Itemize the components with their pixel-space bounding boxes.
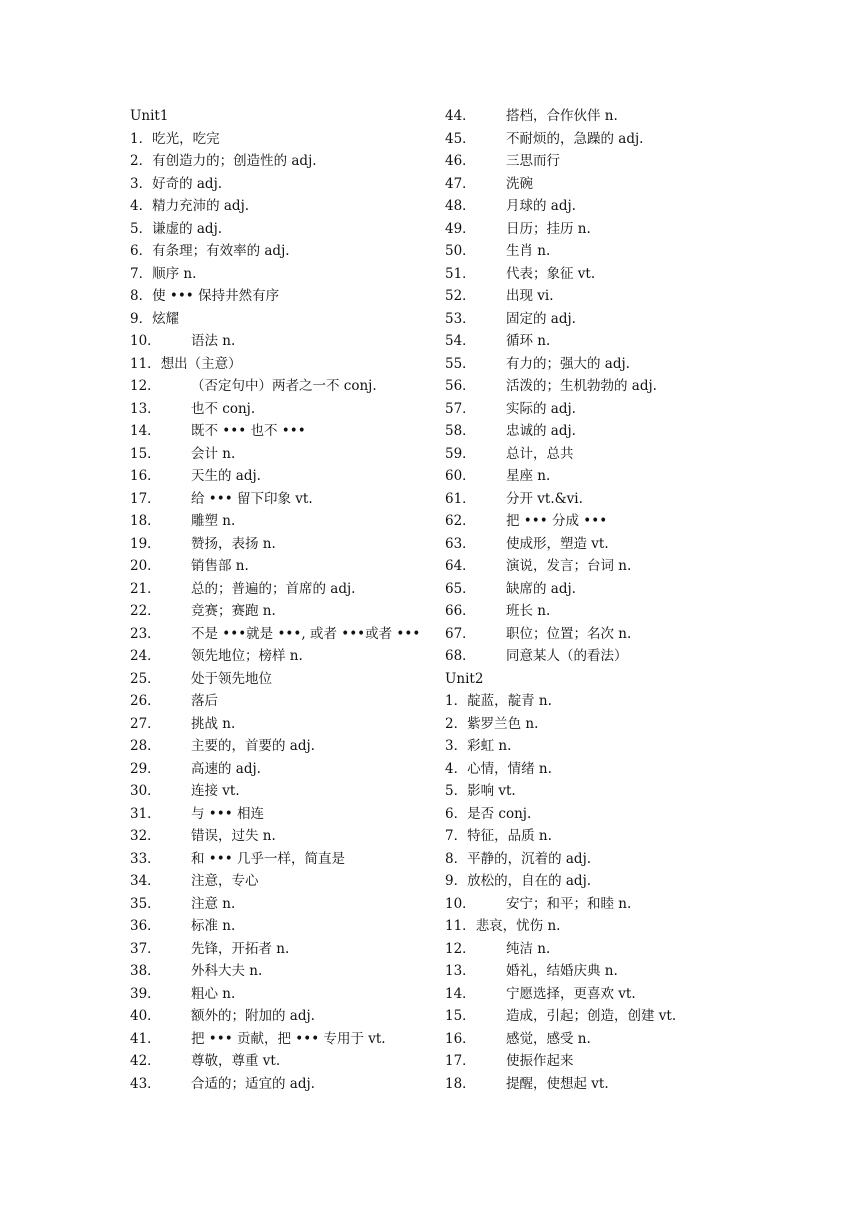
entry-text: 日历；挂历 n. <box>506 220 591 237</box>
entry-number: 9． <box>445 873 468 889</box>
entry-text: 三思而行 <box>506 153 560 169</box>
entry-text: 外科大夫 n. <box>191 963 263 979</box>
vocab-entry <box>445 263 845 286</box>
entry-number: 13． <box>130 400 161 417</box>
entry-number: 15． <box>130 445 161 462</box>
entry-text: 与 ••• 相连 <box>191 805 264 822</box>
vocab-entry <box>445 623 845 646</box>
vocab-entry <box>445 735 845 758</box>
entry-text: 精力充沛的 adj. <box>152 198 250 214</box>
entry-text: 合适的；适宜的 adj. <box>191 1075 315 1092</box>
entry-number: 51． <box>445 265 476 282</box>
entry-number: 3． <box>445 738 468 754</box>
entry-number: 40． <box>130 1008 161 1024</box>
entry-text: 注意 n. <box>191 895 236 912</box>
entry-number: 64． <box>445 558 476 574</box>
entry-number: 21． <box>130 580 161 597</box>
entry-number: 44． <box>445 108 476 124</box>
vocab-entry <box>445 398 845 421</box>
vocab-entry <box>445 173 845 196</box>
entry-text: 感觉，感受 n. <box>506 1030 591 1047</box>
entry-text: 紫罗兰色 n. <box>467 715 539 732</box>
entry-text: 吃光，吃完 <box>152 130 220 147</box>
vocab-entry <box>445 105 845 128</box>
entry-number: 43． <box>130 1075 161 1092</box>
unit-title: Unit1 <box>130 108 169 124</box>
entry-number: 12． <box>445 940 476 957</box>
entry-number: 53． <box>445 310 476 327</box>
vocab-entry <box>445 758 845 781</box>
entry-text: 主要的，首要的 adj. <box>191 738 315 754</box>
entry-text: 心情，情绪 n. <box>467 760 552 777</box>
entry-text: 好奇的 adj. <box>152 175 223 192</box>
entry-number: 22． <box>130 603 161 619</box>
entry-number: 20． <box>130 558 161 574</box>
entry-text: 挑战 n. <box>191 715 236 732</box>
vocab-entry <box>445 1073 845 1096</box>
entry-number: 1． <box>445 693 468 709</box>
vocab-entry <box>445 465 845 488</box>
right-column <box>445 105 845 1095</box>
entry-number: 30． <box>130 783 161 799</box>
entry-text: 有力的；强大的 adj. <box>506 355 630 372</box>
entry-number: 41． <box>130 1030 161 1047</box>
entry-text: 注意，专心 <box>191 873 259 889</box>
entry-text: 纯洁 n. <box>506 940 551 957</box>
entry-number: 39． <box>130 985 161 1002</box>
entry-text: 总计，总共 <box>506 445 574 462</box>
entry-number: 11． <box>130 355 161 372</box>
entry-text: 总的；普遍的；首席的 adj. <box>191 580 356 597</box>
entry-number: 61． <box>445 490 476 507</box>
entry-text: （否定句中）两者之一不 conj. <box>191 378 377 394</box>
entry-text: 标准 n. <box>191 918 236 934</box>
entry-text: 天生的 adj. <box>191 468 261 484</box>
entry-number: 18． <box>130 513 161 529</box>
entry-number: 45． <box>445 130 476 147</box>
entry-number: 24． <box>130 648 161 664</box>
entry-text: 活泼的；生机勃勃的 adj. <box>506 378 657 394</box>
entry-text: 婚礼，结婚庆典 n. <box>506 963 618 979</box>
entry-number: 32． <box>130 828 161 844</box>
entry-text: 使 ••• 保持井然有序 <box>152 288 280 304</box>
entry-text: 有条理；有效率的 adj. <box>152 243 290 259</box>
entry-text: 月球的 adj. <box>506 198 576 214</box>
entry-text: 尊敬，尊重 vt. <box>191 1053 281 1069</box>
vocab-entry <box>445 330 845 353</box>
vocab-entry <box>445 128 845 151</box>
entry-number: 16． <box>445 1030 476 1047</box>
entry-text: 会计 n. <box>191 445 236 462</box>
entry-number: 37． <box>130 940 161 957</box>
entry-number: 38． <box>130 963 161 979</box>
entry-number: 23． <box>130 625 161 642</box>
vocab-entry <box>445 218 845 241</box>
entry-number: 5． <box>445 783 468 799</box>
entry-number: 10． <box>130 333 161 349</box>
vocab-entry <box>445 983 845 1006</box>
vocab-entry <box>445 375 845 398</box>
entry-text: 使振作起来 <box>506 1053 574 1069</box>
vocab-entry <box>445 195 845 218</box>
entry-text: 有创造力的；创造性的 adj. <box>152 153 317 169</box>
entry-number: 49． <box>445 220 476 237</box>
entry-text: 出现 vi. <box>506 288 554 304</box>
entry-text: 固定的 adj. <box>506 310 576 327</box>
entry-text: 连接 vt. <box>191 783 240 799</box>
entry-number: 54． <box>445 333 476 349</box>
entry-text: 班长 n. <box>506 603 551 619</box>
entry-number: 31． <box>130 805 161 822</box>
entry-text: 循环 n. <box>506 333 551 349</box>
entry-text: 缺席的 adj. <box>506 580 576 597</box>
vocab-entry <box>445 645 845 668</box>
entry-text: 落后 <box>191 693 218 709</box>
entry-number: 58． <box>445 423 476 439</box>
entry-text: 搭档，合作伙伴 n. <box>506 108 618 124</box>
vocab-entry <box>445 893 845 916</box>
vocab-entry <box>445 1028 845 1051</box>
vocab-entry <box>445 578 845 601</box>
entry-number: 14． <box>130 423 161 439</box>
vocab-entry <box>445 915 845 938</box>
entry-number: 7． <box>130 265 153 282</box>
vocab-entry <box>445 308 845 331</box>
entry-number: 62． <box>445 513 476 529</box>
entry-number: 27． <box>130 715 161 732</box>
entry-number: 17． <box>130 490 161 507</box>
entry-number: 5． <box>130 220 153 237</box>
vocab-entry <box>445 510 845 533</box>
entry-number: 19． <box>130 535 161 552</box>
entry-text: 提醒，使想起 vt. <box>506 1075 609 1092</box>
entry-text: 实际的 adj. <box>506 400 576 417</box>
vocab-entry <box>445 240 845 263</box>
vocab-entry <box>445 825 845 848</box>
entry-number: 18． <box>445 1075 476 1092</box>
entry-number: 28． <box>130 738 161 754</box>
entry-number: 66． <box>445 603 476 619</box>
entry-number: 55． <box>445 355 476 372</box>
entry-text: 代表；象征 vt. <box>506 265 596 282</box>
entry-text: 炫耀 <box>152 310 180 327</box>
unit-title: Unit2 <box>445 670 484 687</box>
entry-text: 分开 vt.&vi. <box>506 490 583 507</box>
vocab-entry <box>445 870 845 893</box>
entry-number: 7． <box>445 828 468 844</box>
entry-text: 给 ••• 留下印象 vt. <box>191 490 313 507</box>
entry-text: 是否 conj. <box>467 805 532 822</box>
entry-number: 26． <box>130 693 161 709</box>
vocab-entry <box>445 285 845 308</box>
entry-number: 65． <box>445 580 476 597</box>
entry-text: 平静的，沉着的 adj. <box>467 850 592 867</box>
entry-text: 生肖 n. <box>506 243 551 259</box>
entry-text: 同意某人（的看法） <box>506 648 628 664</box>
entry-number: 6． <box>445 805 468 822</box>
entry-text: 处于领先地位 <box>191 670 272 687</box>
entry-number: 2． <box>445 715 468 732</box>
entry-number: 47． <box>445 175 476 192</box>
entry-text: 靛蓝，靛青 n. <box>467 693 552 709</box>
entry-number: 60． <box>445 468 476 484</box>
entry-number: 15． <box>445 1008 476 1024</box>
entry-number: 46． <box>445 153 476 169</box>
vocab-entry <box>445 533 845 556</box>
entry-text: 彩虹 n. <box>467 738 512 754</box>
entry-number: 1． <box>130 130 153 147</box>
entry-number: 33． <box>130 850 161 867</box>
vocab-entry <box>445 443 845 466</box>
entry-number: 8． <box>130 288 153 304</box>
entry-number: 34． <box>130 873 161 889</box>
entry-number: 12． <box>130 378 161 394</box>
entry-text: 特征，品质 n. <box>467 828 552 844</box>
unit-heading <box>445 668 845 691</box>
entry-text: 销售部 n. <box>191 558 249 574</box>
entry-number: 4． <box>130 198 153 214</box>
entry-text: 星座 n. <box>506 468 551 484</box>
entry-number: 9． <box>130 310 153 327</box>
entry-text: 领先地位；榜样 n. <box>191 648 303 664</box>
entry-number: 42． <box>130 1053 161 1069</box>
vocab-entry <box>445 690 845 713</box>
vocab-entry <box>445 780 845 803</box>
entry-text: 把 ••• 分成 ••• <box>506 513 608 529</box>
entry-text: 演说，发言；台词 n. <box>506 558 632 574</box>
entry-text: 雕塑 n. <box>191 513 236 529</box>
entry-text: 竞赛；赛跑 n. <box>191 603 276 619</box>
entry-number: 25． <box>130 670 161 687</box>
vocab-entry <box>445 353 845 376</box>
vocab-entry <box>445 803 845 826</box>
entry-text: 造成，引起；创造，创建 vt. <box>506 1008 677 1024</box>
entry-number: 3． <box>130 175 153 192</box>
entry-number: 13． <box>445 963 476 979</box>
entry-text: 错误，过失 n. <box>191 828 276 844</box>
entry-number: 59． <box>445 445 476 462</box>
entry-text: 放松的，自在的 adj. <box>467 873 592 889</box>
entry-number: 2． <box>130 153 153 169</box>
entry-number: 36． <box>130 918 161 934</box>
entry-number: 17． <box>445 1053 476 1069</box>
entry-text: 不耐烦的，急躁的 adj. <box>506 130 644 147</box>
entry-text: 也不 conj. <box>191 400 256 417</box>
entry-number: 14． <box>445 985 476 1002</box>
vocab-entry <box>445 420 845 443</box>
entry-number: 10． <box>445 895 476 912</box>
entry-text: 赞扬，表扬 n. <box>191 535 276 552</box>
entry-number: 48． <box>445 198 476 214</box>
entry-number: 63． <box>445 535 476 552</box>
entry-text: 悲哀，忧伤 n. <box>475 918 561 934</box>
entry-text: 影响 vt. <box>467 783 516 799</box>
entry-text: 先锋，开拓者 n. <box>191 940 290 957</box>
entry-number: 57． <box>445 400 476 417</box>
vocab-entry <box>445 600 845 623</box>
entry-number: 11． <box>445 918 476 934</box>
entry-text: 语法 n. <box>191 333 236 349</box>
vocab-entry <box>445 150 845 173</box>
vocab-entry <box>445 1005 845 1028</box>
entry-text: 使成形，塑造 vt. <box>506 535 609 552</box>
entry-number: 68． <box>445 648 476 664</box>
entry-text: 不是 •••就是 •••, 或者 •••或者 ••• <box>191 625 421 642</box>
vocab-entry <box>445 713 845 736</box>
entry-text: 既不 ••• 也不 ••• <box>191 423 306 439</box>
entry-text: 忠诚的 adj. <box>506 423 576 439</box>
entry-text: 高速的 adj. <box>191 760 261 777</box>
entry-text: 和 ••• 几乎一样，简直是 <box>191 850 345 867</box>
vocab-entry <box>445 960 845 983</box>
entry-number: 67． <box>445 625 476 642</box>
vocab-entry <box>445 848 845 871</box>
entry-text: 顺序 n. <box>152 265 197 282</box>
vocab-entry <box>445 938 845 961</box>
entry-number: 29． <box>130 760 161 777</box>
vocab-entry <box>445 555 845 578</box>
entry-number: 50． <box>445 243 476 259</box>
entry-text: 职位；位置；名次 n. <box>506 625 632 642</box>
entry-text: 想出（主意） <box>160 355 242 372</box>
entry-number: 52． <box>445 288 476 304</box>
entry-text: 额外的；附加的 adj. <box>191 1008 315 1024</box>
entry-number: 8． <box>445 850 468 867</box>
entry-text: 把 ••• 贡献，把 ••• 专用于 vt. <box>191 1030 386 1047</box>
entry-number: 16． <box>130 468 161 484</box>
entry-text: 洗碗 <box>506 175 533 192</box>
entry-text: 粗心 n. <box>191 985 236 1002</box>
entry-number: 35． <box>130 895 161 912</box>
entry-number: 6． <box>130 243 153 259</box>
entry-text: 宁愿选择，更喜欢 vt. <box>506 985 636 1002</box>
entry-number: 56． <box>445 378 476 394</box>
entry-text: 安宁；和平；和睦 n. <box>506 895 632 912</box>
vocab-entry <box>445 488 845 511</box>
entry-text: 谦虚的 adj. <box>152 220 223 237</box>
entry-number: 4． <box>445 760 468 777</box>
vocab-entry <box>445 1050 845 1073</box>
